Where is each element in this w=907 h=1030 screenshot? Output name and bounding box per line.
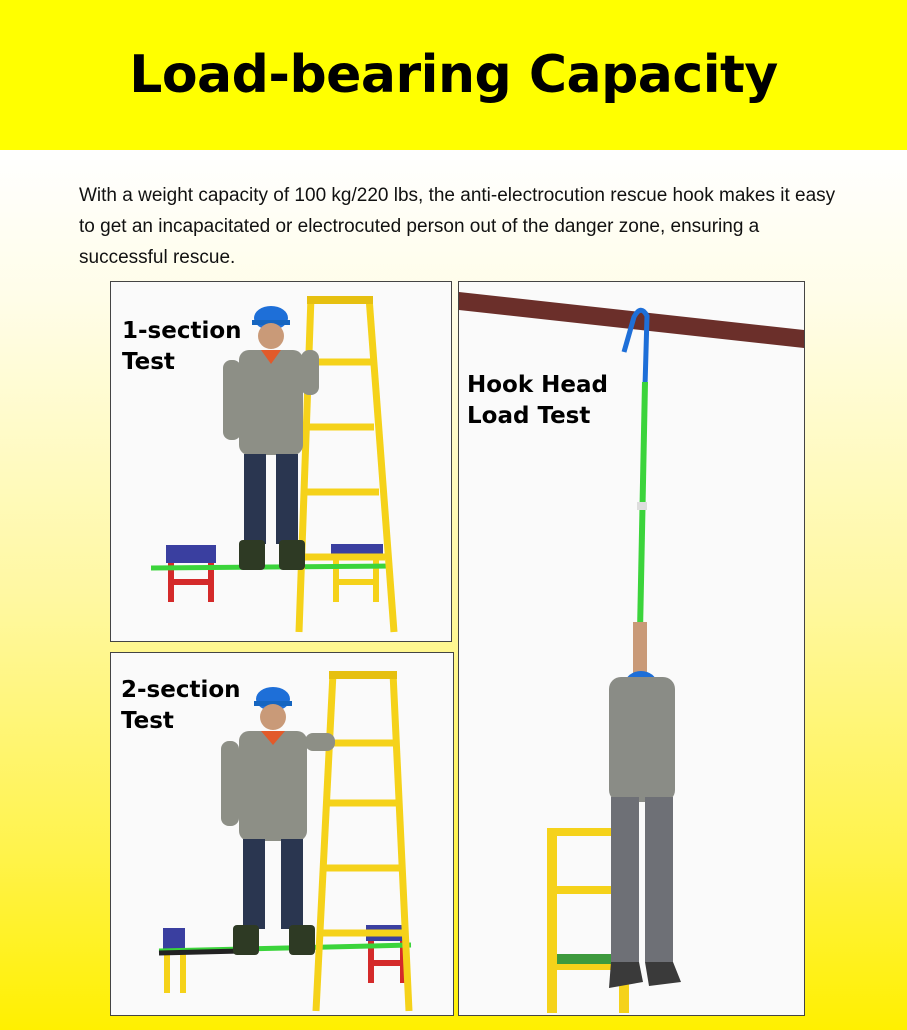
hook-head-label-line1: Hook Head [467, 372, 608, 398]
intro-paragraph: With a weight capacity of 100 kg/220 lbs, the anti-electrocution rescue hook makes it easy to get an incapacitated or electrocuted person out of the danger zone, ensuring a successful rescue. [79, 185, 836, 268]
one-section-test-photo [110, 281, 452, 642]
one-section-label [122, 316, 242, 378]
two-section-label-line2: Test [121, 708, 174, 734]
one-section-label-line2: Test [122, 349, 175, 375]
two-section-label [121, 675, 241, 737]
hook-head-label [467, 370, 608, 432]
hook-head-load-test-photo [458, 281, 805, 1016]
two-section-label-line1: 2-section [121, 677, 241, 703]
one-section-label-line1: 1-section [122, 318, 242, 344]
two-section-test-photo [110, 652, 454, 1016]
hook-head-label-line2: Load Test [467, 403, 591, 429]
title-banner [0, 0, 907, 150]
page-title: Load-bearing Capacity [129, 45, 778, 105]
